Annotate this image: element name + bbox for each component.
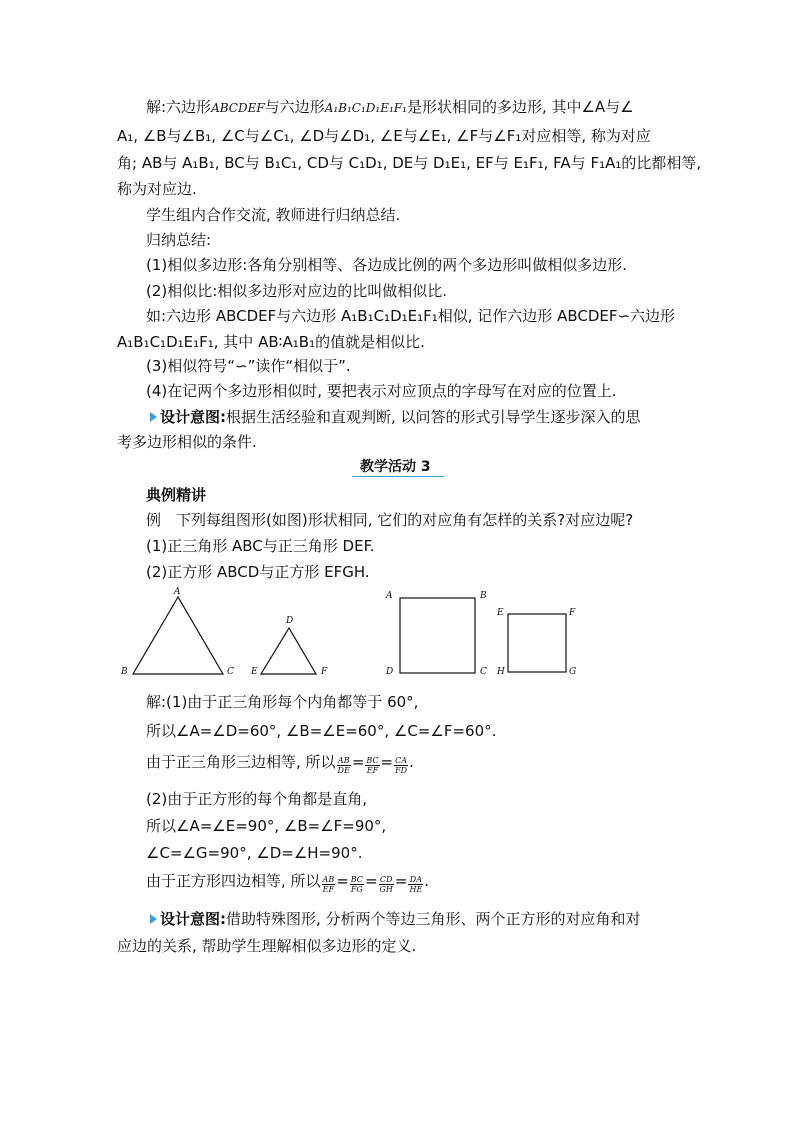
text-line: A₁B₁C₁D₁E₁F₁, 其中 AB∶A₁B₁的值就是相似比.	[117, 333, 425, 351]
solution-fraction-line: 由于正三角形三边相等, 所以 $\frac{AB}{DE}$ = $\frac{BC}{EF}$ = $\frac{CA}{FD}$ .	[146, 753, 414, 775]
vertex-label: A	[174, 587, 181, 597]
square-efgh	[508, 614, 566, 672]
text-line: (4)在记两个多边形相似时, 要把表示对应顶点的字母写在对应的位置上.	[146, 382, 617, 400]
definition-similar-polygon: (1)相似多边形:各角分别相等、各边成比例的两个多边形叫做相似多边形.	[146, 256, 628, 274]
vertex-label: F	[321, 667, 328, 677]
solution-line: 所以∠A=∠D=60°, ∠B=∠E=60°, ∠C=∠F=60°.	[146, 722, 497, 740]
text-line: 考多边形相似的条件.	[117, 433, 257, 451]
example-part-1: (1)正三角形 ABC与正三角形 DEF.	[146, 537, 375, 555]
text-line: A₁, ∠B与∠B₁, ∠C与∠C₁, ∠D与∠D₁, ∠E与∠E₁, ∠F与∠F₁对应相等, 称为对应	[117, 127, 651, 145]
text-line: 应边的关系, 帮助学生理解相似多边形的定义.	[117, 937, 417, 955]
para-solution-intro: 解:六边形ABCDEF与六边形A₁B₁C₁D₁E₁F₁是形状相同的多边形, 其中∠A与∠	[146, 98, 634, 116]
text-line: 如:六边形 ABCDEF与六边形 A₁B₁C₁D₁E₁F₁相似, 记作六边形 ABCDEF∽六边形	[146, 307, 676, 325]
text-line: 归纳总结:	[146, 231, 212, 249]
vertex-label: B	[480, 591, 487, 601]
activity-heading: 教学活动 3	[352, 455, 444, 477]
text-line: 称为对应边.	[117, 180, 197, 198]
solution-line: 所以∠A=∠E=90°, ∠B=∠F=90°,	[146, 817, 387, 835]
design-intent: 设计意图:根据生活经验和直观判断, 以问答的形式引导学生逐步深入的思	[160, 408, 641, 426]
fraction: $\frac{AB}{DE}$	[337, 756, 350, 775]
design-intent: 设计意图:借助特殊图形, 分析两个等边三角形、两个正方形的对应角和对	[160, 910, 641, 928]
text-line: 学生组内合作交流, 教师进行归纳总结.	[146, 206, 401, 224]
fraction: $\frac{CA}{FD}$	[395, 756, 408, 775]
solution-line: ∠C=∠G=90°, ∠D=∠H=90°.	[146, 844, 363, 862]
definition-similarity-ratio: (2)相似比:相似多边形对应边的比叫做相似比.	[146, 282, 448, 300]
triangle-def	[261, 628, 316, 674]
vertex-label: E	[497, 608, 504, 618]
vertex-label: C	[227, 667, 234, 677]
vertex-label: D	[286, 616, 294, 626]
vertex-label: C	[480, 667, 487, 677]
triangle-abc	[133, 597, 223, 674]
vertex-label: G	[569, 667, 577, 677]
fraction: $\frac{BC}{FG}$	[350, 875, 363, 894]
example-question: 例 下列每组图形(如图)形状相同, 它们的对应角有怎样的关系?对应边呢?	[146, 511, 634, 529]
fraction: $\frac{BC}{EF}$	[366, 756, 379, 775]
vertex-label: D	[386, 667, 394, 677]
vertex-label: H	[497, 667, 505, 677]
solution-line: 解:(1)由于正三角形每个内角都等于 60°,	[146, 693, 419, 711]
vertex-label: F	[569, 608, 576, 618]
fraction: $\frac{AB}{EF}$	[322, 875, 335, 894]
example-heading: 典例精讲	[146, 486, 207, 504]
solution-line: (2)由于正方形的每个角都是直角,	[146, 790, 368, 808]
triangle-marker-icon	[150, 914, 157, 924]
text-line: 角; AB与 A₁B₁, BC与 B₁C₁, CD与 C₁D₁, DE与 D₁E₁, EF与 E₁F₁, FA与 F₁A₁的比都相等,	[117, 154, 702, 172]
fraction: $\frac{DA}{HE}$	[409, 875, 423, 894]
solution-fraction-line: 由于正方形四边相等, 所以 $\frac{AB}{EF}$ = $\frac{BC}{FG}$ = $\frac{CD}{GH}$ = $\frac{DA}{HE}$ .	[146, 872, 430, 894]
square-abcd	[400, 598, 475, 673]
vertex-label: A	[386, 591, 393, 601]
fraction: $\frac{CD}{GH}$	[379, 875, 393, 894]
text-line: (3)相似符号“∽”读作“相似于”.	[146, 357, 351, 375]
example-part-2: (2)正方形 ABCD与正方形 EFGH.	[146, 563, 370, 581]
vertex-label: E	[251, 667, 258, 677]
vertex-label: B	[121, 667, 128, 677]
